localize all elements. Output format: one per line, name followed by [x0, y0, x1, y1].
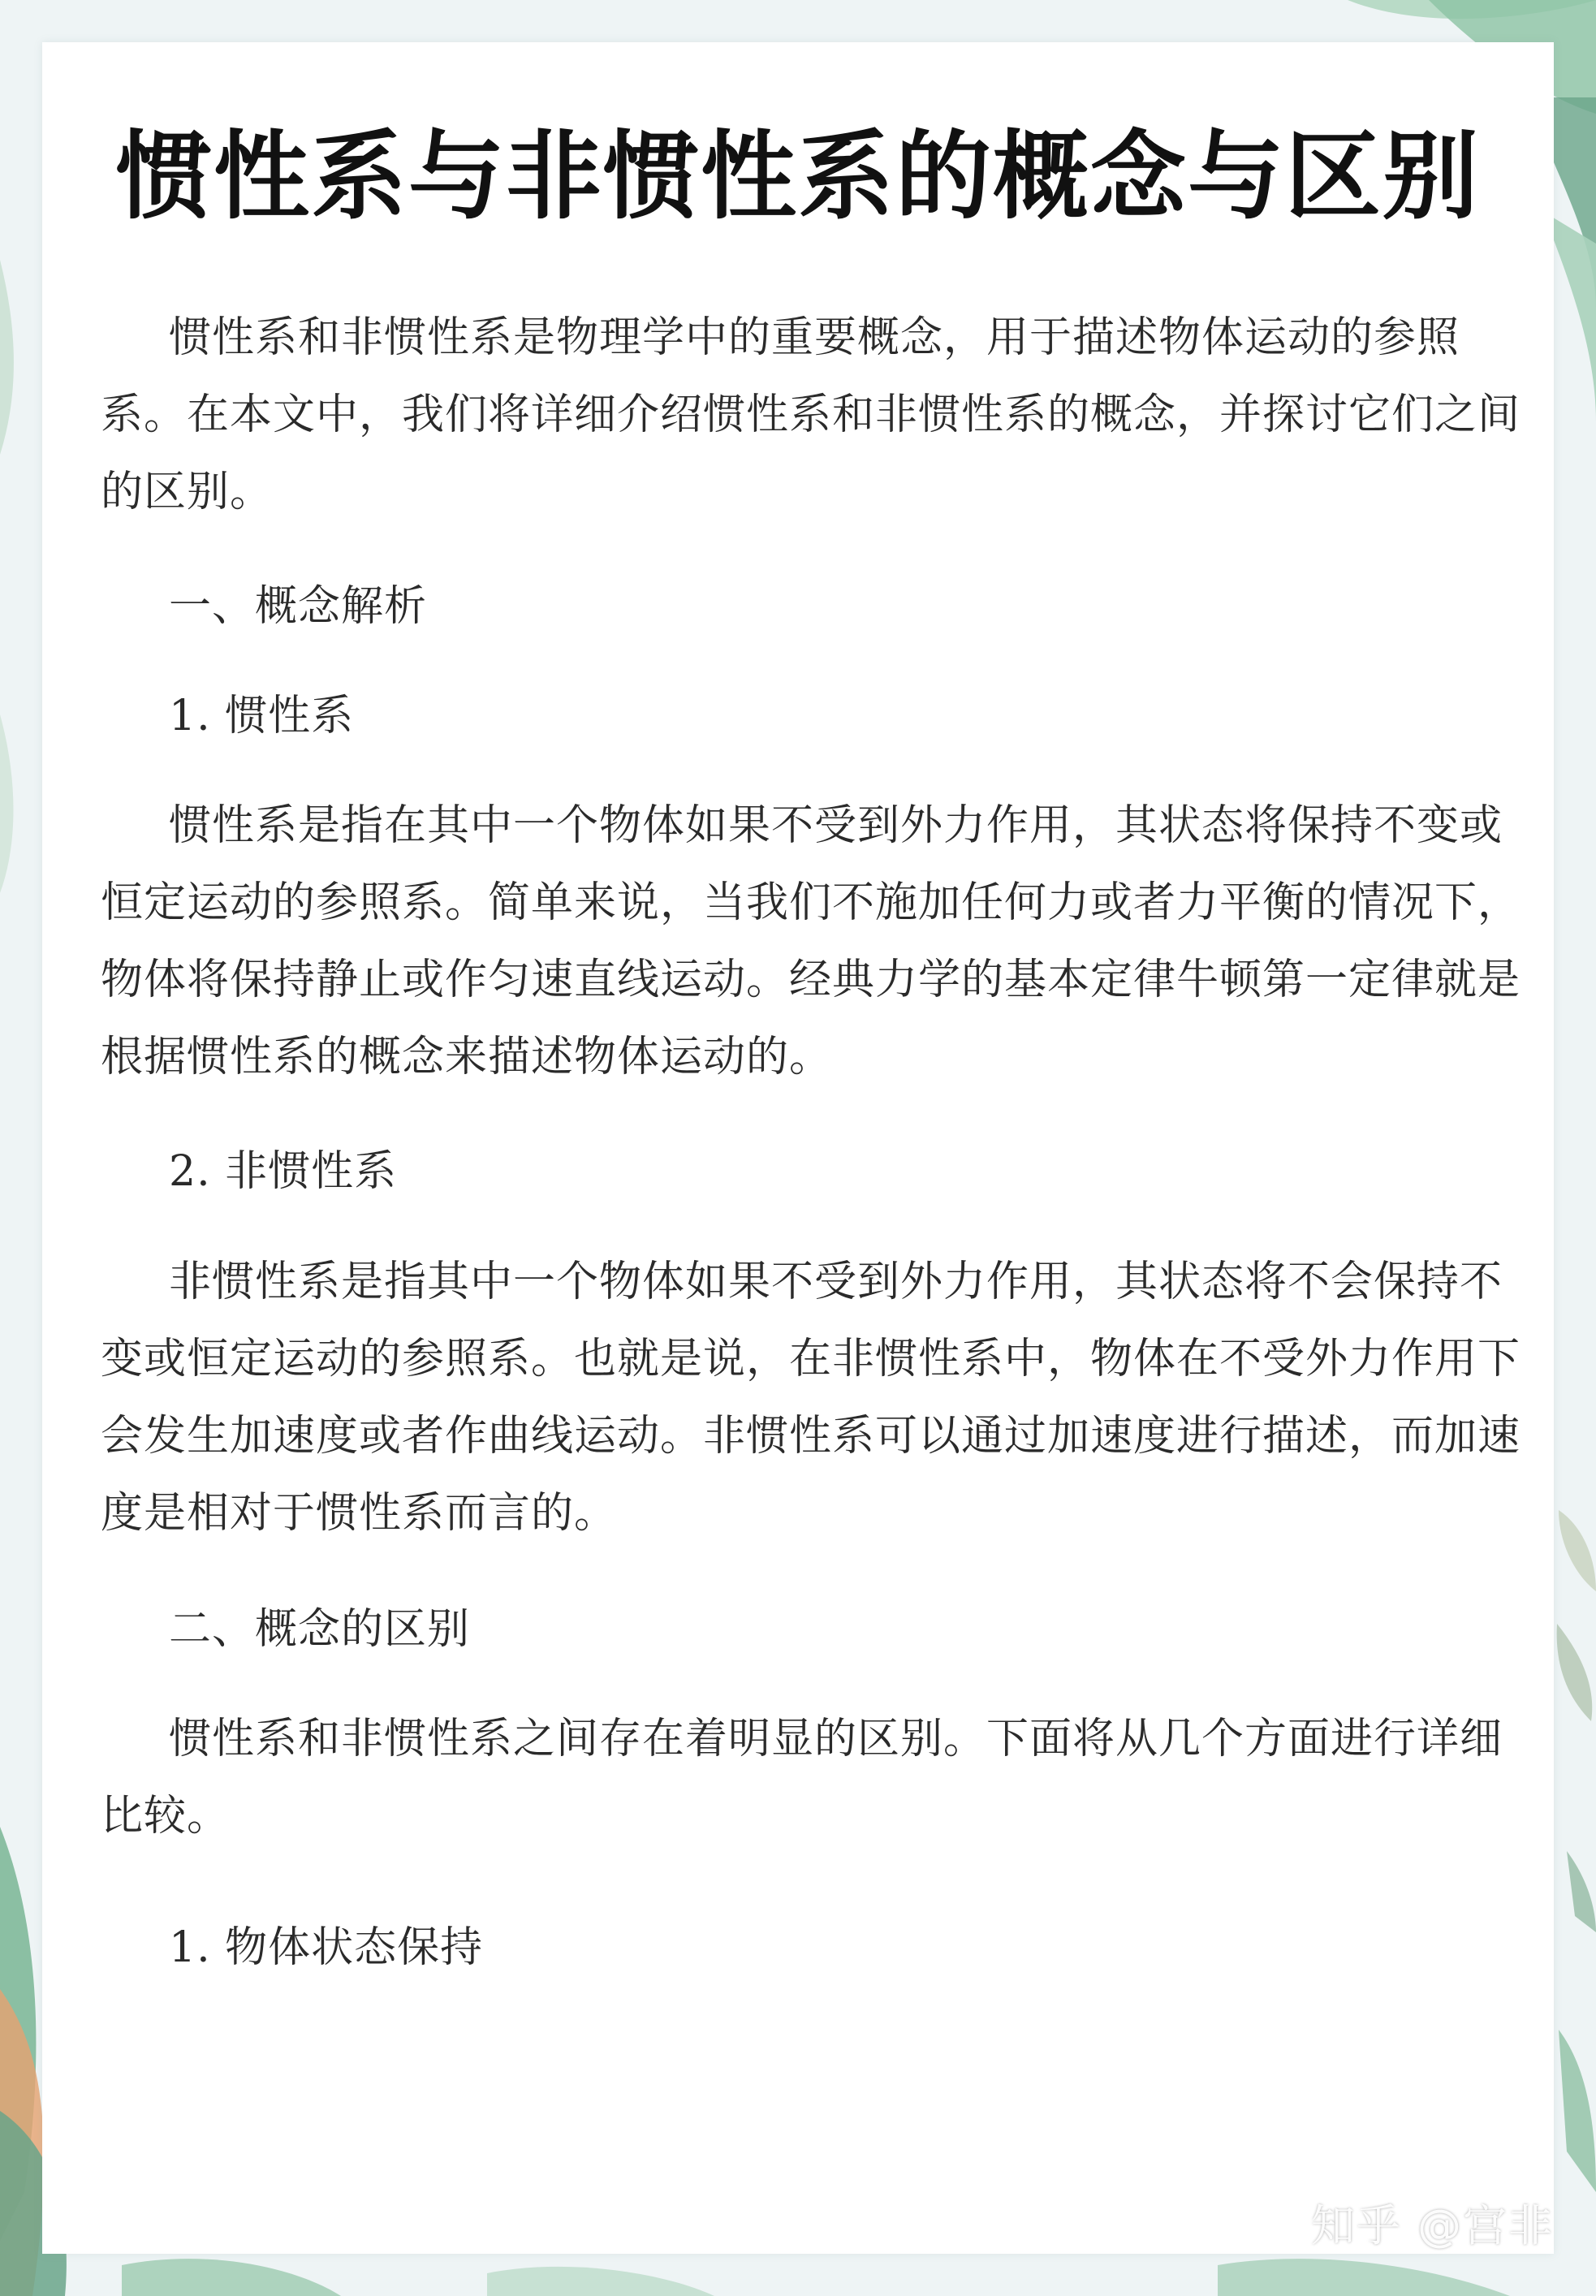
section-heading-concepts: 一、概念解析 — [169, 582, 428, 631]
differences-paragraph: 惯性系和非惯性系之间存在着明显的区别。下面将从几个方面进行详细比较。 — [101, 1715, 1503, 1841]
article-card — [42, 42, 1554, 2254]
inertial-frame-paragraph: 惯性系是指在其中一个物体如果不受到外力作用，其状态将保持不变或恒定运动的参照系。简单来说，当我们不施加任何力或者力平衡的情况下，物体将保持静止或作匀速直线运动。经典力学的基本定律牛顿第一定律就是根据惯性系的概念来描述物体运动的。 — [101, 801, 1521, 1081]
subheading-inertial-frame: 1. 惯性系 — [169, 692, 355, 740]
subheading-noninertial-frame: 2. 非惯性系 — [169, 1147, 398, 1196]
subheading-state-keeping: 1. 物体状态保持 — [169, 1923, 484, 1972]
noninertial-frame-paragraph: 非惯性系是指其中一个物体如果不受到外力作用，其状态将不会保持不变或恒定运动的参照系。也就是说，在非惯性系中，物体在不受外力作用下会发生加速度或者作曲线运动。非惯性系可以通过加速度进行描述，而加速度是相对于惯性系而言的。 — [101, 1258, 1521, 1538]
watermark: 知乎 @宫非 — [1310, 2200, 1554, 2251]
section-heading-differences: 二、概念的区别 — [169, 1605, 471, 1654]
page-title: 惯性系与非惯性系的概念与区别 — [115, 120, 1480, 232]
intro-paragraph: 惯性系和非惯性系是物理学中的重要概念，用于描述物体运动的参照系。在本文中，我们将详细介绍惯性系和非惯性系的概念，并探讨它们之间的区别。 — [101, 313, 1521, 516]
